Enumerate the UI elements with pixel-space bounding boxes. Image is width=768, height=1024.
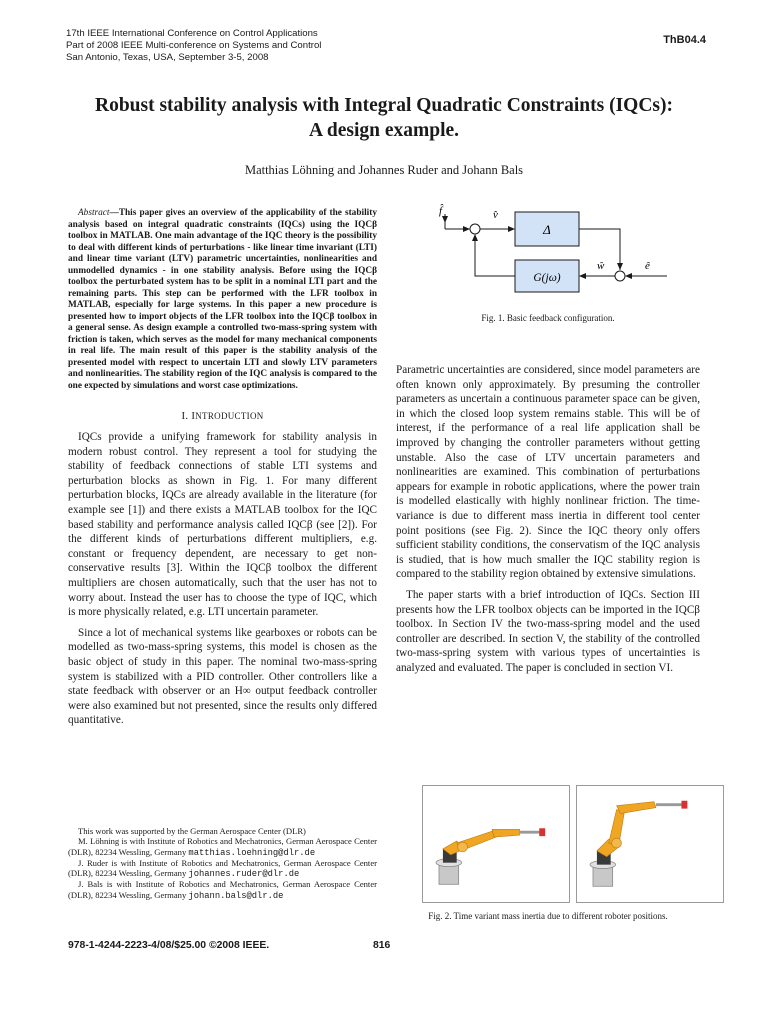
g-label: G(jω)	[533, 272, 561, 284]
author-email[interactable]: johann.bals@dlr.de	[188, 890, 284, 901]
footnote-affiliation: M. Löhning is with Institute of Robotics and Mechatronics, German Aerospace Center (DLR), 82234 Wessling, Germany	[68, 836, 377, 857]
abstract-label: Abstract	[78, 208, 110, 218]
summing-junction-right	[615, 271, 625, 281]
abstract	[68, 208, 377, 392]
title-line: A design example.	[308, 120, 460, 141]
footnote-author	[68, 836, 377, 858]
abstract-separator: —	[109, 208, 119, 218]
robot-image-extended	[422, 785, 570, 903]
section-number: I.	[181, 410, 192, 422]
feedback-diagram	[405, 200, 705, 312]
conference-line: San Antonio, Texas, USA, September 3-5, 2008	[66, 52, 269, 63]
page-number: 816	[373, 940, 391, 951]
w-hat-label: ŵ	[597, 260, 605, 272]
authors: Matthias Löhning and Johannes Ruder and Johann Bals	[244, 163, 524, 177]
footnote-affiliation: J. Bals is with Institute of Robotics and Mechatronics, German Aerospace Center (DLR), 82234 Wessling, Germany	[68, 879, 377, 900]
fig1-caption: Fig. 1. Basic feedback configuration.	[481, 313, 615, 323]
feedback-line	[475, 236, 515, 276]
robot-image-raised	[576, 785, 724, 903]
conference-line: 17th IEEE International Conference on Control Applications	[66, 28, 318, 39]
session-code: ThB04.4	[663, 34, 706, 46]
body-paragraph: IQCs provide a unifying framework for stability analysis in modern robust control. They represent a tool for studying the stability of feedback connections of stable LTI systems and perturbation blocks as shown in Fig. 1. For many different perturbation blocks, IQCs are already available in the literature (for example see [1]) and there exists a MATLAB toolbox for the IQC based stability and performance analysis called IQCβ (see [2]). For the different kinds of perturbations different multipliers, e.g. constant or frequency dependent, are necessary to get non-conservative results [3]. Within the IQCβ toolbox the different multipliers are chosen automatically, such that the user has not to worry about. Instead the user has to choose the type of IQC, which is more physically related, e.g. LTI uncertain parameter.	[68, 431, 377, 619]
section-heading	[68, 410, 377, 422]
right-column	[396, 363, 700, 675]
conference-header	[66, 28, 706, 64]
body-paragraph: Since a lot of mechanical systems like gearboxes or robots can be modelled as two-mass-spring systems, this model is chosen as the basic object of study in this paper. The nominal two-mass-spring system is stabilized with a PID controller. Other controllers like a state feedback with observer or an H∞ output feedback controller were also examined but not presented, since the results only differed quantitative.	[68, 626, 377, 727]
section-rest: NTRODUCTION	[195, 411, 264, 421]
e-hat-label: ê	[645, 260, 650, 272]
author-email[interactable]: johannes.ruder@dlr.de	[188, 869, 300, 880]
author-email[interactable]: matthias.loehning@dlr.de	[188, 847, 316, 858]
robot-raised-illustration	[577, 786, 723, 902]
isbn-footer: 978-1-4244-2223-4/08/$25.00 ©2008 IEEE.	[68, 940, 270, 951]
title-line: Robust stability analysis with Integral Quadratic Constraints (IQCs):	[94, 95, 673, 116]
abstract-text: This paper gives an overview of the applicability of the stability analysis based on integral quadratic constraints (IQCs) using the IQCβ toolbox in MATLAB. One main advantage of the IQC theory is the possibility to deal with different kinds of perturbations - like linear time invariant (LTI) and linear time variant (LTV) parametric uncertainties, nonlinearities and unmodelled dynamics - in one stability analysis. Before using the IQCβ toolbox the perturbated system has to be split in a nominal LTI part and the remaining parts. This step can be performed with the LFR toolbox in MATLAB, especially for large systems. In this paper a new procedure is presented how to import objects of the LFR toolbox into the IQCβ toolbox in a general sense. As design example a controlled two-mass-spring system with friction is taken, which serves as the model for many mechanical components in real life. The main result of this paper is the stability analysis of the presented model with respect to uncertain LTI and slowly LTV parameters and nonlinearities. The stability region of the IQC analysis is compared to the one expected by simulations and worst case optimizations.	[68, 208, 377, 391]
body-paragraph: The paper starts with a brief introduction of IQCs. Section III presents how the LFR toolbox objects can be imported in the IQCβ toolbox. In Section IV the two-mass-spring model and the used controller are described. In section V, the stability of the controlled two-mass-spring system with various types of uncertainties is analyzed and evaluated. The paper is concluded in section VI.	[396, 588, 700, 674]
paper-title	[40, 93, 728, 143]
robot-extended-illustration	[423, 786, 569, 902]
footnote-support: This work was supported by the German Aerospace Center (DLR)	[78, 826, 306, 836]
body-paragraph: Parametric uncertainties are considered, since model parameters are often known only approximately. By presuming the controller parameters as uncertain a continuous parameter space can be given, in which the closed loop system remains stable. This will be of interest, if the performance of a real life application shall be improved by changing the controller parameters without getting unstable. Also the case of LTV uncertain parameters and nonlinearities are examined. This combination of perturbations appears for example in robotic applications, where the power train is modelled elastically with highly nonlinear friction. The time-variance is due to different mass inertia in different tool center point positions (see Fig. 2). Since the IQC theory only offers sufficient stability conditions, the conservatism of the IQC analysis is studied, that is how much smaller the IQC stability region is compared to the stability region obtained by extensive simulations.	[396, 364, 700, 581]
section-initial: I	[191, 410, 196, 422]
conference-line: Part of 2008 IEEE Multi-conference on Systems and Control	[66, 40, 322, 51]
delta-label: Δ	[543, 222, 551, 237]
footnotes	[68, 826, 377, 901]
fig2-caption: Fig. 2. Time variant mass inertia due to different roboter positions.	[428, 911, 668, 921]
v-hat-label: v̂	[493, 209, 498, 221]
summing-junction-left	[470, 224, 480, 234]
footnote-author	[68, 879, 377, 901]
footnote-affiliation: J. Ruder is with Institute of Robotics and Mechatronics, German Aerospace Center (DLR), 82234 Wessling, Germany	[68, 857, 377, 879]
left-column	[68, 208, 377, 728]
footnote-author	[68, 858, 377, 880]
f-hat-label: f̂	[439, 205, 443, 217]
